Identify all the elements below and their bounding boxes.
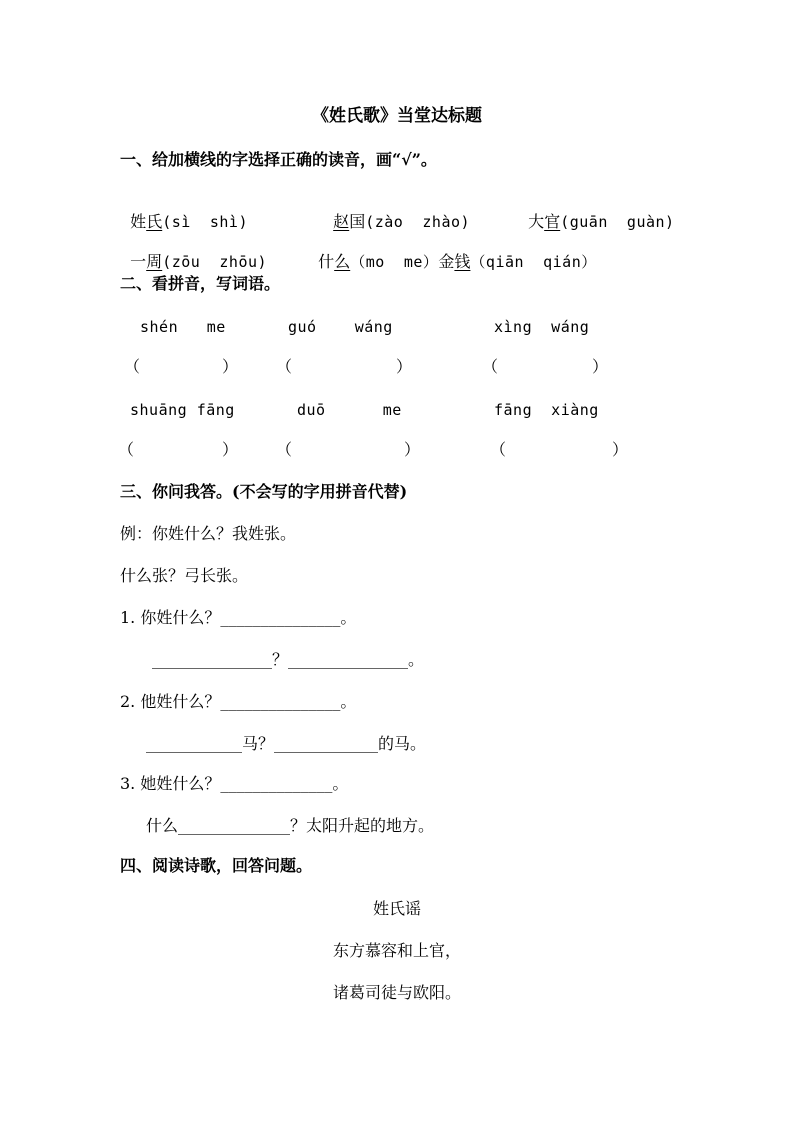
example-question: 例：你姓什么？我姓张。 (120, 524, 297, 543)
pinyin-xingwang: xìng wáng (494, 318, 590, 336)
underlined-char: 周 (146, 252, 163, 271)
answer-paren-close: ） (222, 440, 239, 459)
poem-title: 姓氏谣 (372, 899, 421, 918)
answer-paren-open[interactable]: （ (124, 357, 141, 376)
answer-paren-open[interactable]: （ (482, 357, 499, 376)
question-3[interactable]: 3. 她姓什么？______________。 (120, 774, 349, 793)
poem-line: 诸葛司徒与欧阳。 (332, 983, 461, 1002)
section2-heading: 二、看拼音，写词语。 (120, 274, 281, 293)
example-answer: 什么张？弓长张。 (120, 566, 249, 585)
poem-line: 东方慕容和上官， (332, 941, 461, 960)
section1-heading: 一、给加横线的字选择正确的读音，画“√”。 (120, 150, 437, 169)
question-3-followup[interactable]: 什么______________？太阳升起的地方。 (146, 816, 435, 835)
item-me: 什么（mo me）金钱（qiān qián） (318, 252, 597, 271)
underlined-char: 么 (334, 252, 351, 271)
section4-heading: 四、阅读诗歌，回答问题。 (120, 856, 313, 875)
answer-paren-close: ） (612, 440, 629, 459)
answer-paren-close: ） (404, 440, 421, 459)
question-2-followup[interactable]: ____________马？_____________的马。 (146, 734, 427, 753)
answer-paren-open[interactable]: （ (276, 440, 293, 459)
answer-paren-close: ） (222, 357, 239, 376)
answer-paren-open[interactable]: （ (490, 440, 507, 459)
pinyin-fangxiang: fāng xiàng (494, 401, 599, 419)
item-guan: 大官(guān guàn) (528, 212, 675, 231)
answer-paren-open[interactable]: （ (276, 357, 293, 376)
pinyin-duome: duō me (297, 401, 402, 419)
item-zhao: 赵国(zào zhào) (333, 212, 471, 231)
question-2[interactable]: 2. 他姓什么？_______________。 (120, 692, 357, 711)
pinyin-shenme: shén me (140, 318, 226, 336)
underlined-char: 氏 (146, 212, 163, 231)
underlined-char: 赵 (333, 212, 350, 231)
pinyin-shuangfang: shuāng fāng (130, 401, 235, 419)
pinyin-guowang: guó wáng (288, 318, 393, 336)
answer-paren-close: ） (396, 357, 413, 376)
item-zhou: 一周(zōu zhōu) (130, 252, 268, 271)
answer-paren-open[interactable]: （ (118, 440, 135, 459)
answer-paren-close: ） (592, 357, 609, 376)
section3-heading: 三、你问我答。(不会写的字用拼音代替) (120, 482, 408, 501)
question-1-followup[interactable]: _______________？_______________。 (152, 650, 425, 669)
underlined-char: 钱 (454, 252, 471, 271)
page-title: 《姓氏歌》当堂达标题 (312, 106, 482, 126)
question-1[interactable]: 1. 你姓什么？_______________。 (120, 608, 357, 627)
item-shi: 姓氏(sì shì) (130, 212, 248, 231)
underlined-char: 官 (544, 212, 561, 231)
